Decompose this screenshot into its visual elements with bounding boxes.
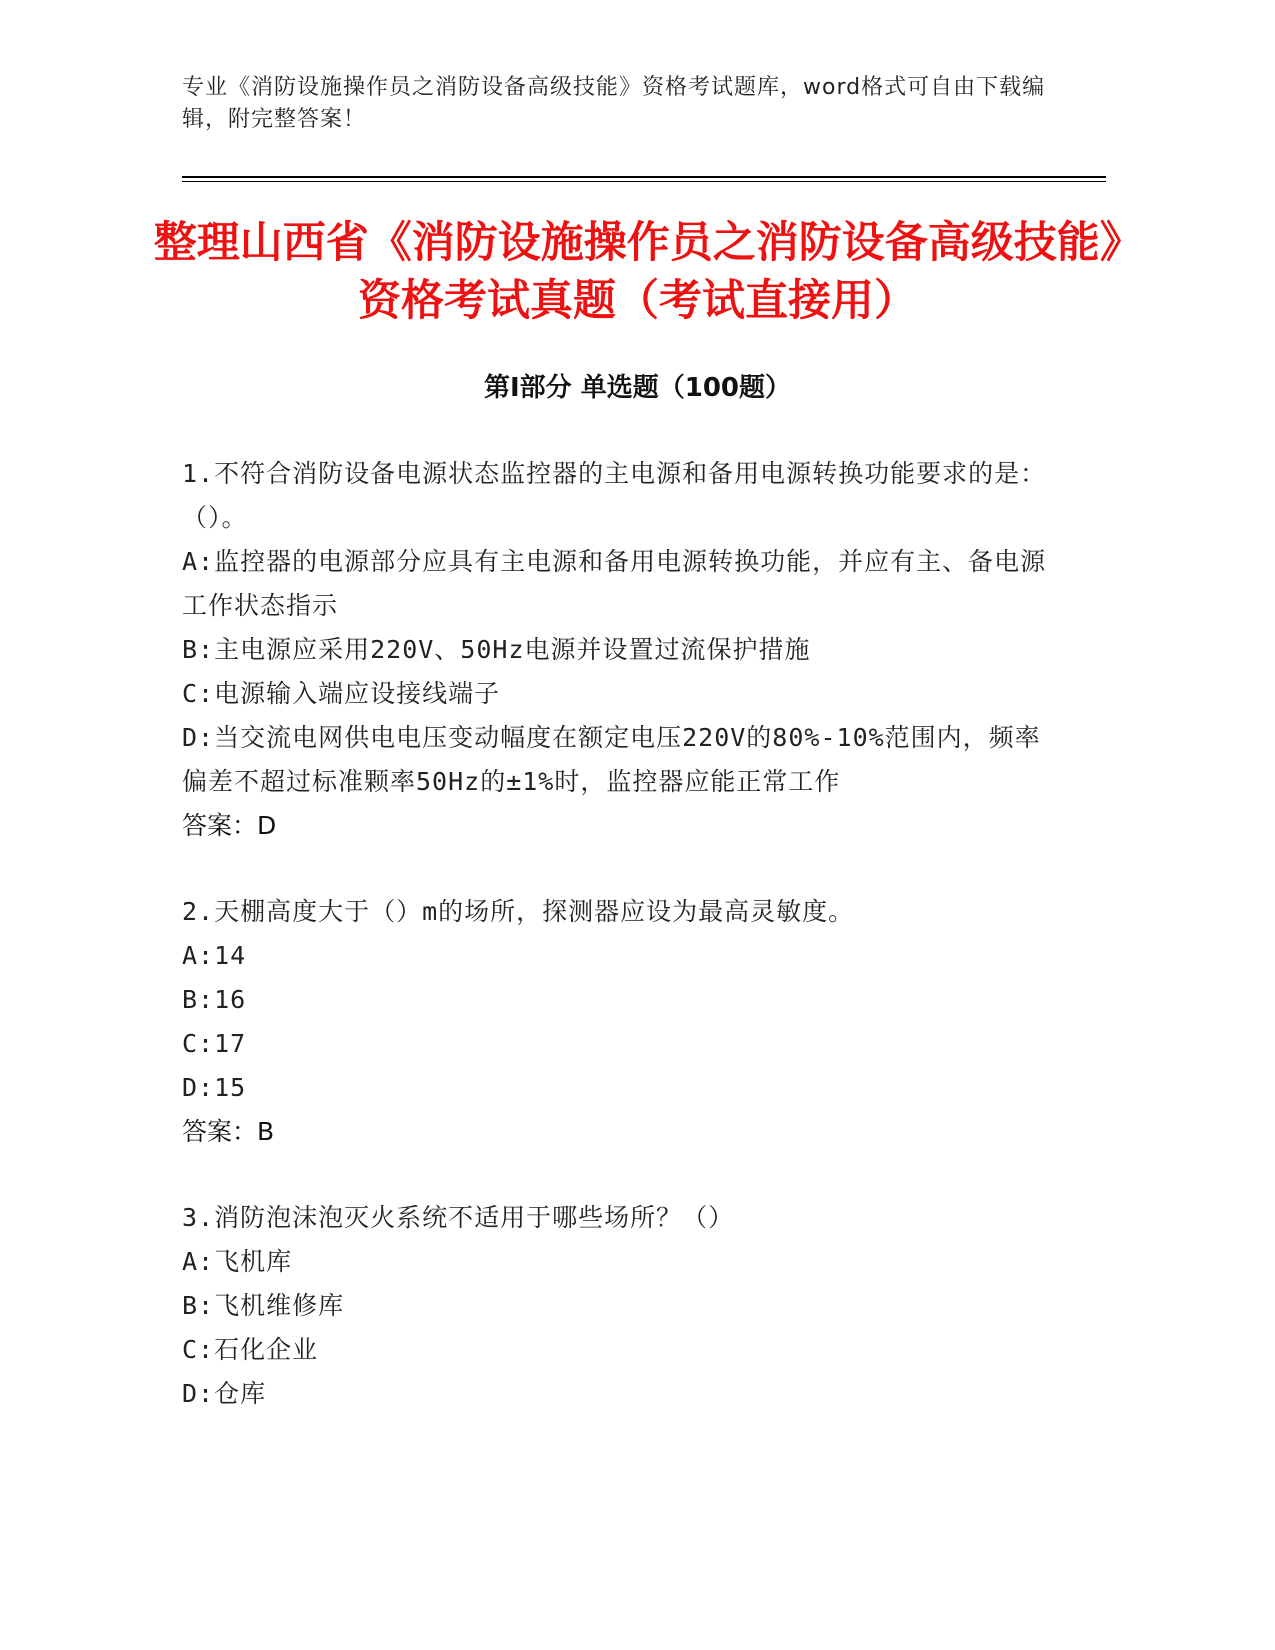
option-d: D:仓库 (182, 1379, 267, 1408)
option-d: D:当交流电网供电电压变动幅度在额定电压220V的80%-10%范围内，频率偏差不超过标准颗率50Hz的±1%时，监控器应能正常工作 (182, 723, 1041, 796)
option-c: C:电源输入端应设接线端子 (182, 679, 501, 708)
option-b: B:16 (182, 985, 247, 1014)
document-title: 整理山西省《消防设施操作员之消防设备高级技能》资格考试真题（考试直接用） (153, 218, 1122, 326)
question-list (182, 452, 1062, 1458)
section-title: 第I部分 单选题（100题） (484, 373, 791, 403)
header-rule-thick (182, 176, 1106, 178)
option-a: A:14 (182, 941, 247, 970)
question-stem: 1.不符合消防设备电源状态监控器的主电源和备用电源转换功能要求的是：（）。 (182, 459, 1047, 532)
header-note: 专业《消防设施操作员之消防设备高级技能》资格考试题库，word格式可自由下载编辑，附完整答案！ (182, 75, 1046, 132)
option-a: A:监控器的电源部分应具有主电源和备用电源转换功能，并应有主、备电源工作状态指示 (182, 547, 1047, 620)
question-1 (182, 452, 1062, 848)
option-b: B:飞机维修库 (182, 1291, 345, 1320)
question-stem: 2.天棚高度大于（）m的场所，探测器应设为最高灵敏度。 (182, 897, 855, 926)
header-rule-thin (182, 181, 1106, 182)
option-a: A:飞机库 (182, 1247, 293, 1276)
option-c: C:石化企业 (182, 1335, 319, 1364)
question-3 (182, 1196, 1062, 1416)
question-stem: 3.消防泡沫泡灭火系统不适用于哪些场所？（） (182, 1203, 735, 1232)
option-b: B:主电源应采用220V、50Hz电源并设置过流保护措施 (182, 635, 811, 664)
answer: 答案：D (182, 811, 277, 840)
option-c: C:17 (182, 1029, 247, 1058)
question-2 (182, 890, 1062, 1154)
option-d: D:15 (182, 1073, 247, 1102)
answer: 答案：B (182, 1117, 275, 1146)
